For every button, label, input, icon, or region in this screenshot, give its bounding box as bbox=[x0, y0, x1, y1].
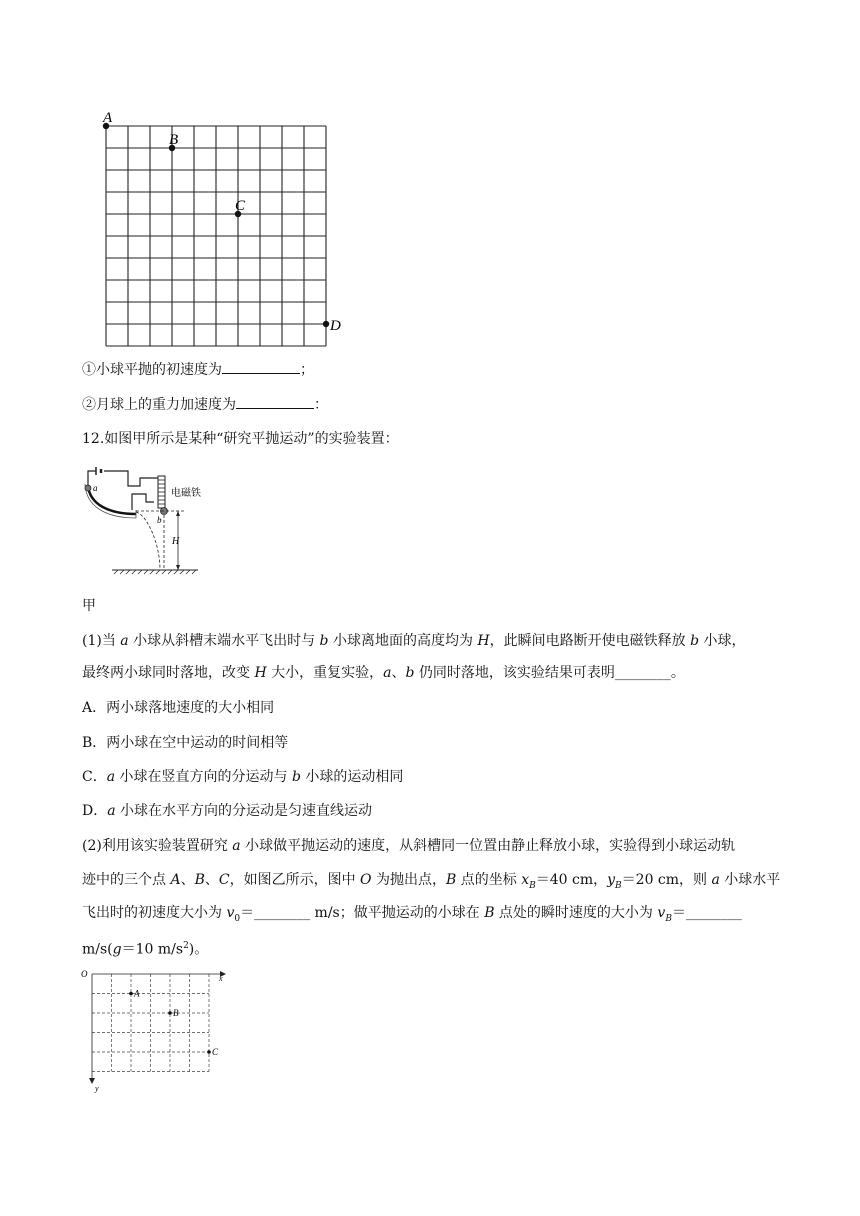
italic-symbol: a bbox=[106, 769, 116, 785]
q11-line1-end: ； bbox=[300, 362, 314, 378]
italic-symbol: a bbox=[120, 633, 129, 649]
text-run: C． bbox=[82, 769, 107, 785]
italic-symbol: H bbox=[477, 633, 490, 649]
ball-a-label: a bbox=[93, 483, 98, 493]
q12-p2-line1 bbox=[82, 836, 735, 856]
q12-p1-line1 bbox=[82, 631, 746, 651]
q11-line1 bbox=[82, 359, 314, 380]
text-run: 飞出时的初速度大小为 bbox=[82, 905, 227, 921]
grid-figure bbox=[76, 108, 341, 350]
ball-a bbox=[85, 485, 91, 491]
q11-line1-text: ①小球平抛的初速度为 bbox=[82, 362, 222, 378]
text-run: ，此瞬间电路断开使电磁铁释放 bbox=[489, 633, 691, 649]
q11-line2 bbox=[82, 394, 328, 415]
text-run: 小球在水平方向的分运动是匀速直线运动 bbox=[115, 803, 373, 819]
italic-symbol: y bbox=[607, 872, 616, 888]
text-run: 大小，重复实验， bbox=[266, 665, 384, 681]
trajectory-points bbox=[129, 989, 219, 1058]
text-run: 小球从斜槽末端水平飞出时与 bbox=[128, 633, 320, 649]
text-run: (2)利用该实验装置研究 bbox=[82, 838, 233, 854]
text-run: ＝________ bbox=[671, 905, 742, 921]
text-run: 点处的瞬时速度的大小为 bbox=[494, 905, 658, 921]
text-run: 迹中的三个点 bbox=[82, 872, 171, 888]
dashed-grid bbox=[92, 974, 209, 1072]
q11-line2-end: ： bbox=[314, 397, 328, 413]
italic-symbol: b bbox=[319, 633, 329, 649]
coordinate-figure bbox=[80, 966, 240, 1092]
q11-blank2[interactable] bbox=[236, 394, 314, 409]
text-run: ，如图乙所示，图中 bbox=[229, 872, 361, 888]
origin-label: O bbox=[81, 969, 88, 979]
subscript: B bbox=[615, 880, 622, 891]
q12-p2-line4 bbox=[82, 936, 208, 960]
italic-symbol: a bbox=[711, 872, 720, 888]
trajectory-point-b bbox=[168, 1011, 172, 1015]
q12-p2-line3 bbox=[82, 903, 742, 929]
italic-symbol: H bbox=[254, 665, 267, 681]
point-d bbox=[323, 321, 329, 327]
ball-b-label: b bbox=[157, 515, 162, 525]
q12-option-a bbox=[82, 698, 274, 718]
q12-p2-line2 bbox=[82, 870, 780, 896]
italic-symbol: v bbox=[657, 905, 666, 921]
italic-symbol: b bbox=[405, 665, 415, 681]
italic-symbol: x bbox=[521, 872, 530, 888]
text-run: 、 bbox=[180, 872, 195, 888]
height-label: H bbox=[172, 536, 180, 547]
text-run: (1)当 bbox=[82, 633, 121, 649]
italic-symbol: O bbox=[360, 872, 372, 888]
q12-option-c bbox=[82, 767, 403, 787]
text-run: 小球在竖直方向的分运动与 bbox=[115, 769, 292, 785]
text-run: B．两小球在空中运动的时间相等 bbox=[82, 735, 289, 751]
text-run: 、 bbox=[391, 665, 406, 681]
text-run: 仍同时落地，该实验结果可表明________。 bbox=[414, 665, 685, 681]
trajectory-point-c bbox=[207, 1050, 211, 1054]
point-label-b: B bbox=[169, 132, 179, 148]
text-run: D． bbox=[82, 803, 108, 819]
text-run: ＝40 cm， bbox=[535, 872, 608, 888]
apparatus-figure bbox=[80, 464, 230, 576]
text-run: 小球水平 bbox=[719, 872, 781, 888]
italic-symbol: B bbox=[445, 872, 457, 888]
text-run: )。 bbox=[188, 941, 209, 958]
superscript: 2 bbox=[183, 941, 189, 951]
subscript: B bbox=[665, 913, 672, 924]
italic-symbol: B bbox=[484, 905, 495, 921]
grid-lines bbox=[106, 126, 326, 346]
text-run: 点的坐标 bbox=[456, 872, 522, 888]
subscript: 0 bbox=[234, 913, 241, 924]
trajectory-label-b: B bbox=[173, 1008, 179, 1018]
grid-points bbox=[102, 110, 341, 334]
text-run: 小球， bbox=[699, 633, 746, 649]
italic-symbol: a bbox=[232, 838, 241, 854]
q12-p1-line2 bbox=[82, 663, 685, 683]
text-run: 小球做平抛运动的速度，从斜槽同一位置由静止释放小球，实验得到小球运动轨 bbox=[240, 838, 736, 854]
point-label-c: C bbox=[235, 198, 246, 214]
text-run: 最终两小球同时落地，改变 bbox=[82, 665, 255, 681]
italic-symbol: g bbox=[112, 941, 122, 958]
y-axis-label: y bbox=[95, 1084, 99, 1093]
text-run: ＝10 m/s bbox=[121, 941, 184, 958]
text-run: m/s( bbox=[82, 941, 113, 958]
x-axis-label: x bbox=[219, 974, 223, 983]
text-run: ＝20 cm，则 bbox=[621, 872, 712, 888]
italic-symbol: b bbox=[291, 769, 301, 785]
italic-symbol: A bbox=[170, 872, 181, 888]
italic-symbol: b bbox=[690, 633, 700, 649]
q12-option-b bbox=[82, 733, 288, 753]
text-run: 小球离地面的高度均为 bbox=[328, 633, 478, 649]
q11-blank1[interactable] bbox=[222, 359, 300, 374]
text-run: ＝________ m/s；做平抛运动的小球在 bbox=[240, 905, 485, 921]
italic-symbol: a bbox=[107, 803, 116, 819]
italic-symbol: C bbox=[218, 872, 230, 888]
q12-option-d bbox=[82, 801, 372, 821]
electromagnet-label: 电磁铁 bbox=[171, 488, 201, 499]
italic-symbol: a bbox=[383, 665, 392, 681]
trajectory-point-a bbox=[129, 992, 133, 996]
electromagnet-coil bbox=[158, 480, 165, 504]
text-run: 为抛出点， bbox=[371, 872, 446, 888]
fig-jia-caption: 甲 bbox=[82, 598, 96, 614]
text-run: 、 bbox=[204, 872, 219, 888]
ground-hatching bbox=[114, 570, 196, 574]
q11-line2-text: ②月球上的重力加速度为 bbox=[82, 397, 236, 413]
point-label-d: D bbox=[330, 318, 341, 334]
trajectory-label-a: A bbox=[134, 988, 140, 999]
text-run: A．两小球落地速度的大小相同 bbox=[82, 700, 275, 716]
subscript: B bbox=[529, 880, 536, 891]
trajectory-label-c: C bbox=[212, 1047, 219, 1057]
text-run: 小球的运动相同 bbox=[300, 769, 404, 785]
italic-symbol: v bbox=[226, 905, 235, 921]
point-label-a: A bbox=[103, 110, 113, 126]
italic-symbol: B bbox=[194, 872, 205, 888]
q12-intro: 12.如图甲所示是某种“研究平抛运动”的实验装置： bbox=[82, 431, 399, 447]
